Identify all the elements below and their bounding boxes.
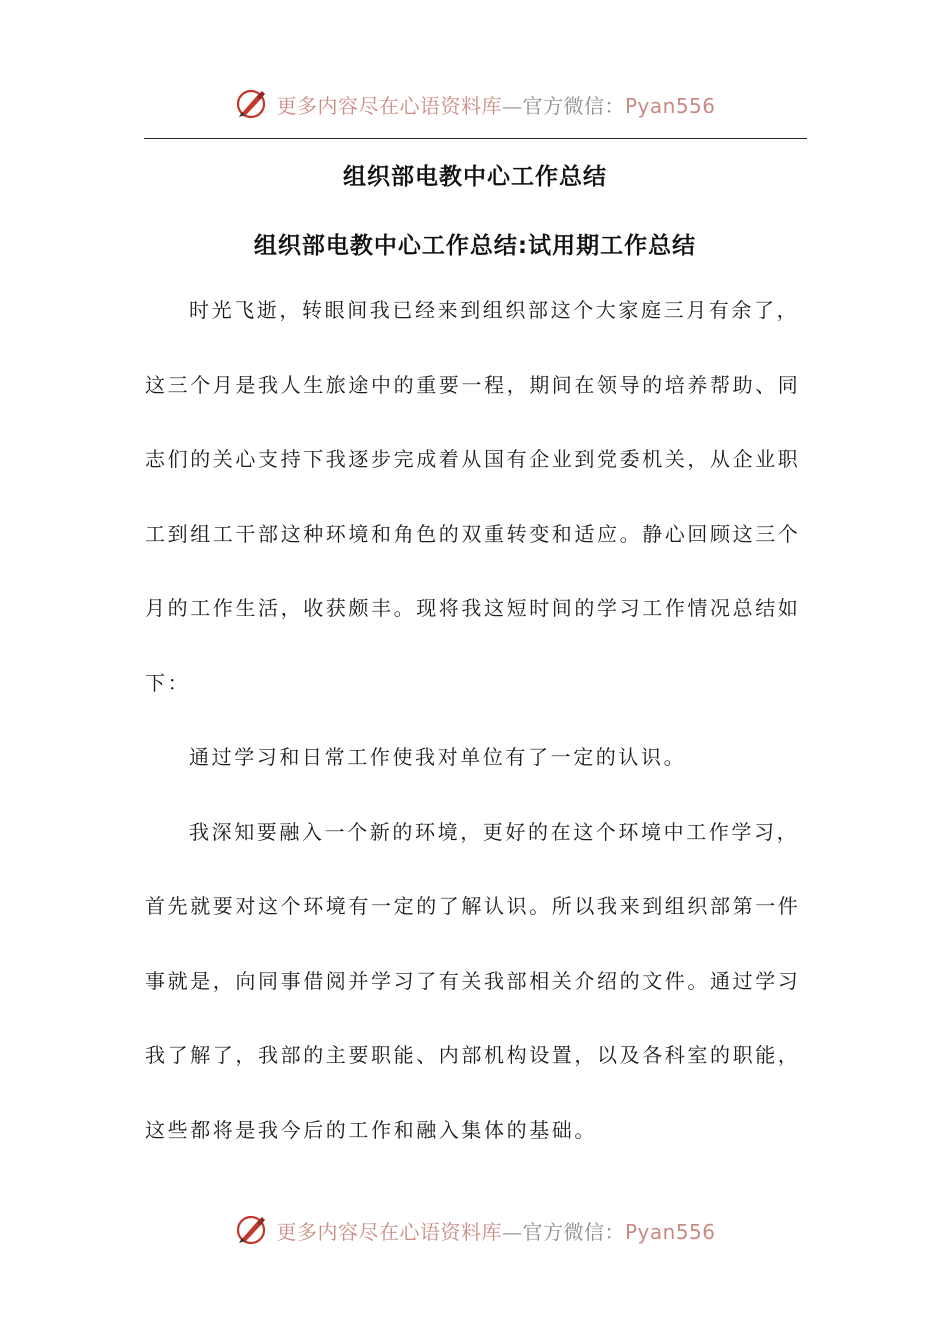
header-site-name: 更多内容尽在心语资料库 bbox=[276, 93, 502, 118]
document-body bbox=[145, 290, 801, 1184]
header-banner-text bbox=[276, 90, 715, 119]
body-line: 首先就要对这个环境有一定的了解认识。所以我来到组织部第一件 bbox=[145, 894, 801, 918]
body-line: 我了解了，我部的主要职能、内部机构设置，以及各科室的职能， bbox=[145, 1043, 801, 1067]
pen-logo-icon bbox=[234, 1213, 268, 1247]
body-line: 这些都将是我今后的工作和融入集体的基础。 bbox=[145, 1117, 597, 1142]
footer-wechat-id: Pyan556 bbox=[624, 1219, 716, 1244]
document-title: 组织部电教中心工作总结 bbox=[343, 164, 607, 190]
footer-wechat-label: 官方微信： bbox=[522, 1219, 625, 1244]
body-line: 这三个月是我人生旅途中的重要一程，期间在领导的培养帮助、同 bbox=[145, 372, 801, 397]
body-line: 我深知要融入一个新的环境，更好的在这个环境中工作学习， bbox=[189, 819, 800, 844]
body-line: 月的工作生活，收获颇丰。现将我这短时间的学习工作情况总结如 bbox=[145, 596, 801, 620]
page-footer bbox=[0, 1210, 950, 1250]
footer-site-name: 更多内容尽在心语资料库 bbox=[276, 1219, 502, 1244]
body-line: 时光飞逝，转眼间我已经来到组织部这个大家庭三月有余了， bbox=[189, 298, 800, 322]
body-line: 下： bbox=[145, 670, 191, 695]
body-line: 事就是，向同事借阅并学习了有关我部相关介绍的文件。通过学习 bbox=[145, 968, 801, 993]
footer-banner-text bbox=[276, 1216, 715, 1245]
page-header bbox=[0, 84, 950, 124]
header-wechat-label: 官方微信： bbox=[522, 93, 625, 118]
body-line: 工到组工干部这种环境和角色的双重转变和适应。静心回顾这三个 bbox=[145, 521, 801, 546]
body-line: 通过学习和日常工作使我对单位有了一定的认识。 bbox=[189, 745, 687, 769]
header-wechat-id: Pyan556 bbox=[624, 93, 716, 118]
body-line: 志们的关心支持下我逐步完成着从国有企业到党委机关，从企业职 bbox=[145, 447, 801, 471]
document-subtitle: 组织部电教中心工作总结:试用期工作总结 bbox=[253, 233, 697, 259]
footer-dash: — bbox=[501, 1219, 523, 1244]
header-dash: — bbox=[501, 93, 523, 118]
pen-logo-icon bbox=[234, 87, 268, 121]
header-divider bbox=[144, 138, 807, 139]
